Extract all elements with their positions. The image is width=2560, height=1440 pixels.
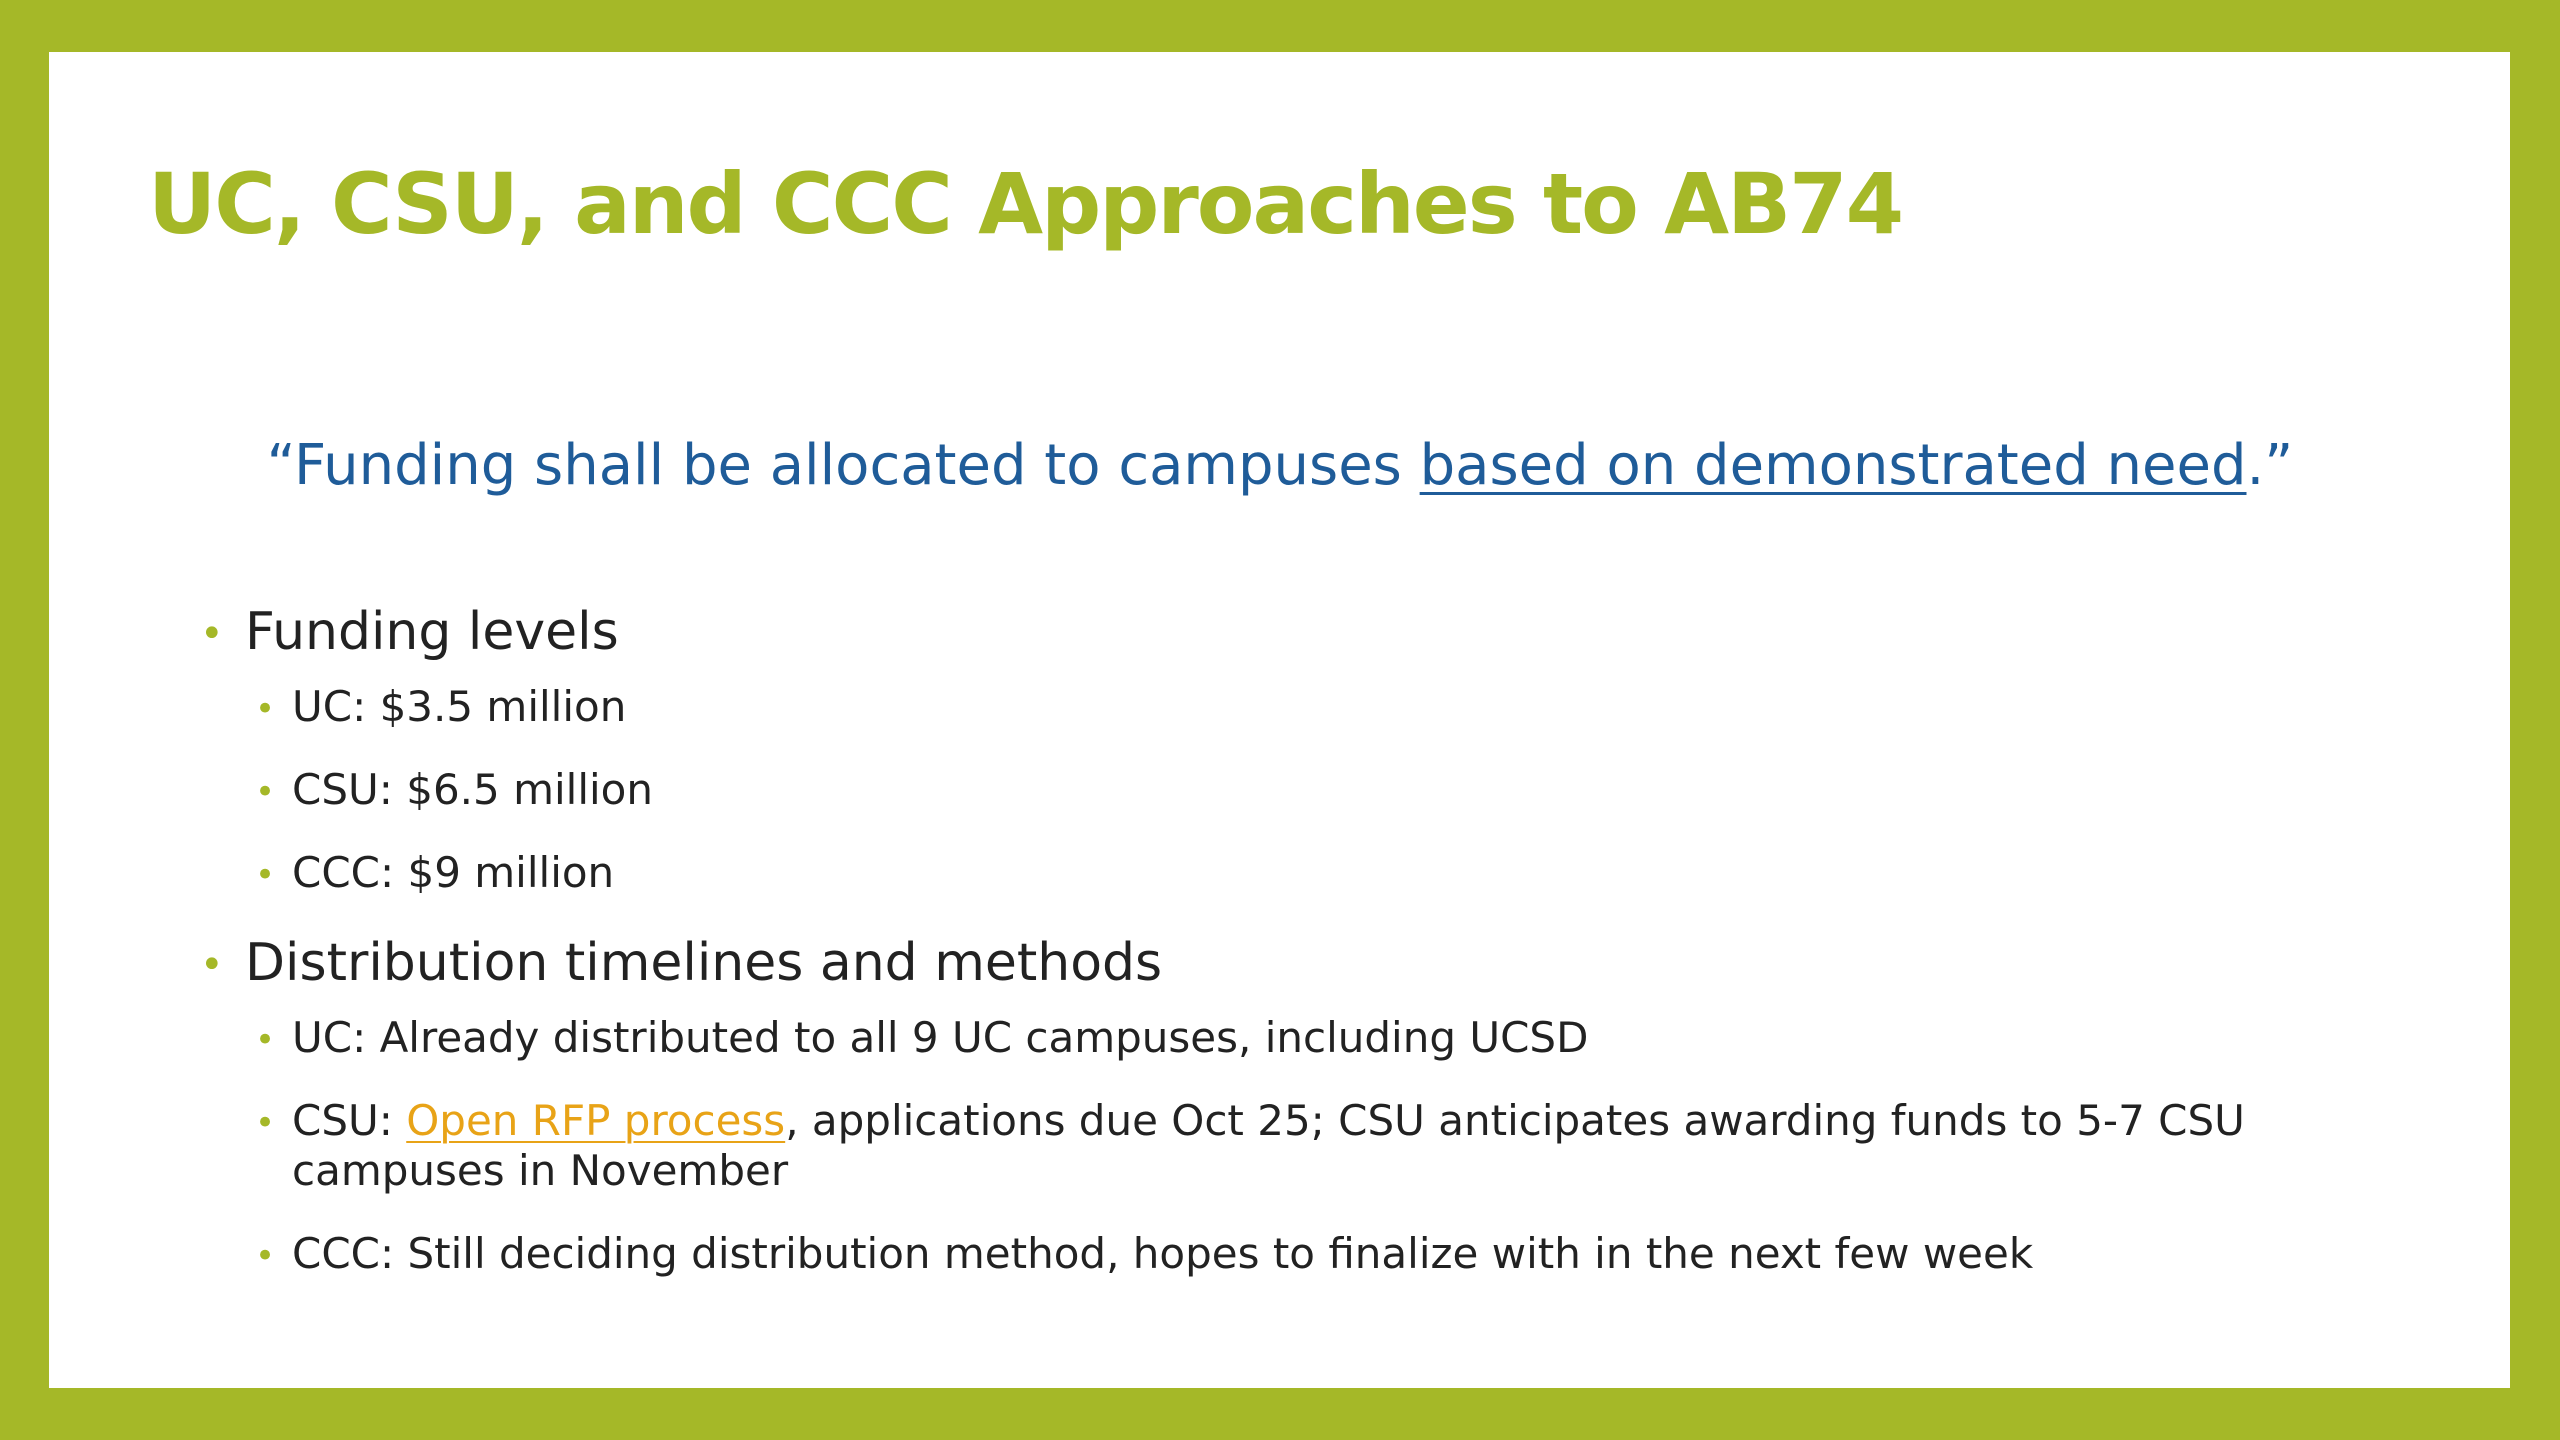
bullet-item-uc-distribution: [200, 1013, 2380, 1063]
bullet-dot-icon: •: [255, 1103, 276, 1143]
section-label: Distribution timelines and methods: [245, 933, 1163, 993]
bullet-item-text: UC: $3.5 million: [292, 682, 627, 731]
bullet-dot-icon: •: [255, 689, 276, 729]
bullet-dot-icon: •: [200, 611, 224, 657]
quote-text-start: “Funding shall be allocated to campuses: [266, 433, 1420, 498]
bullet-item-text: CCC: $9 million: [292, 848, 615, 897]
bullet-item-prefix: CSU:: [292, 1096, 407, 1145]
bullet-list: [200, 600, 2380, 1312]
bullet-item-text: CSU: $6.5 million: [292, 765, 653, 814]
bullet-item-ccc-funding: [200, 848, 2380, 898]
bullet-dot-icon: •: [255, 1020, 276, 1060]
bullet-item-csu-funding: [200, 765, 2380, 815]
quote-text-end: .”: [2246, 433, 2294, 498]
bullet-item-suffix: , applications due Oct 25; CSU anticipates awarding funds to 5-7 CSU campuses in November: [292, 1096, 2245, 1195]
bullet-item-text: UC: Already distributed to all 9 UC campuses, including UCSD: [292, 1013, 1589, 1062]
bullet-item-csu-distribution: [200, 1096, 2380, 1196]
slide-title: UC, CSU, and CCC Approaches to AB74: [148, 155, 1903, 253]
bullet-dot-icon: •: [255, 1236, 276, 1276]
bullet-dot-icon: •: [255, 772, 276, 812]
bullet-item-text: CCC: Still deciding distribution method, hopes to finalize with in the next few week: [292, 1229, 2034, 1278]
quote-underlined-text: based on demonstrated need: [1419, 433, 2247, 498]
bullet-item-uc-funding: [200, 682, 2380, 732]
open-rfp-process-link[interactable]: Open RFP process: [406, 1096, 786, 1145]
bullet-dot-icon: •: [255, 855, 276, 895]
quote-block: [148, 430, 2412, 502]
bullet-section-funding-levels: [200, 600, 2380, 664]
bullet-dot-icon: •: [200, 942, 224, 988]
bullet-section-distribution: [200, 931, 2380, 995]
section-label: Funding levels: [245, 602, 619, 662]
bullet-item-ccc-distribution: [200, 1229, 2380, 1279]
